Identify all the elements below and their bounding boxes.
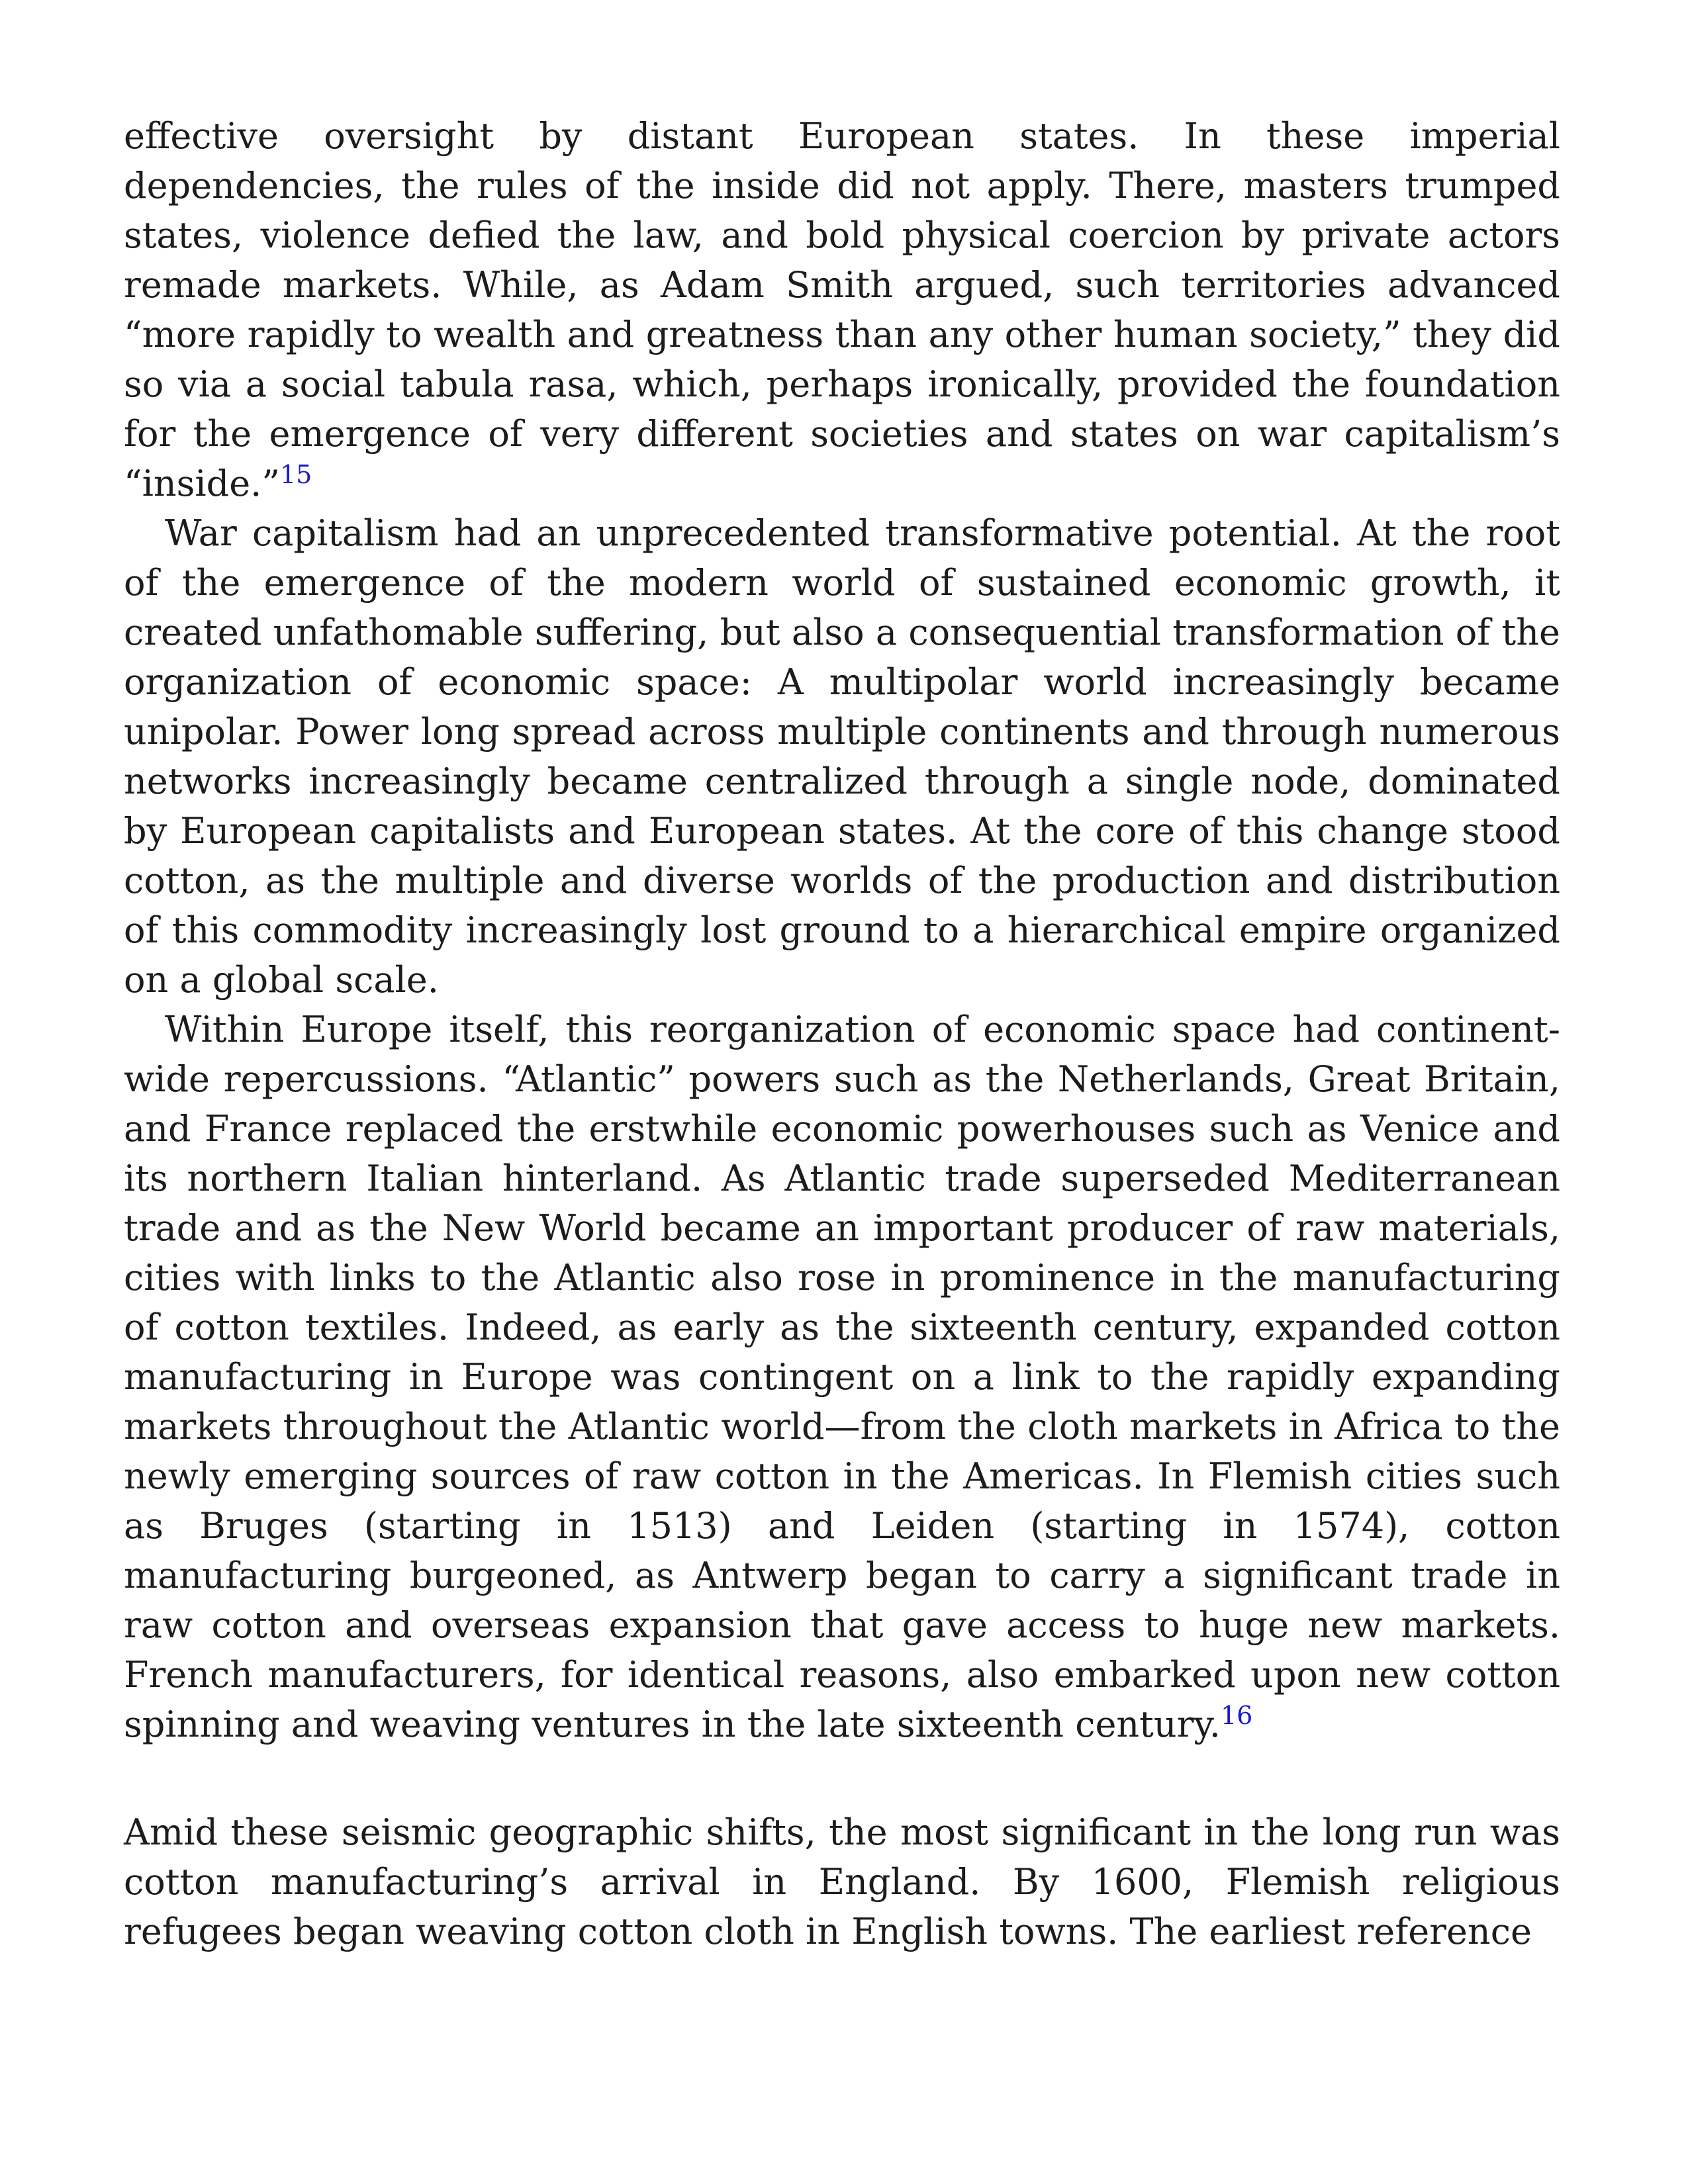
paragraph-4-text: Amid these seismic geographic shifts, the most significant in the long run was cotton manufacturing’s arrival in England. By 1600, Flemish religious refugees began weaving cotton cloth in English towns. The earliest reference [124, 1811, 1560, 1952]
section-break [124, 1749, 1560, 1807]
book-page [124, 111, 1560, 1956]
footnote-ref-16[interactable]: 16 [1220, 1701, 1253, 1730]
paragraph-1 [124, 111, 1560, 508]
footnote-ref-15[interactable]: 15 [279, 460, 312, 489]
paragraph-3 [124, 1005, 1560, 1749]
paragraph-3-text: Within Europe itself, this reorganization of economic space had continent-wide repercussions. “Atlantic” powers such as the Netherlands, Great Britain, and France replaced the erstwhile economic powerhouses such as Venice and its northern Italian hinterland. As Atlantic trade superseded Mediterranean trade and as the New World became an important producer of raw materials, cities with links to the Atlantic also rose in prominence in the manufacturing of cotton textiles. Indeed, as early as the sixteenth century, expanded cotton manufacturing in Europe was contingent on a link to the rapidly expanding markets throughout the Atlantic world—from the cloth markets in Africa to the newly emerging sources of raw cotton in the Americas. In Flemish cities such as Bruges (starting in 1513) and Leiden (starting in 1574), cotton manufacturing burgeoned, as Antwerp began to carry a significant trade in raw cotton and overseas expansion that gave access to huge new markets. French manufacturers, for identical reasons, also embarked upon new cotton spinning and weaving ventures in the late sixteenth century. [124, 1009, 1560, 1745]
paragraph-2-text: War capitalism had an unprecedented transformative potential. At the root of the emergence of the modern world of sustained economic growth, it created unfathomable suffering, but also a consequential transformation of the organization of economic space: A multipolar world increasingly became unipolar. Power long spread across multiple continents and through numerous networks increasingly became centralized through a single node, dominated by European capitalists and European states. At the core of this change stood cotton, as the multiple and diverse worlds of the production and distribution of this commodity increasingly lost ground to a hierarchical empire organized on a global scale. [124, 512, 1560, 1001]
paragraph-1-text: effective oversight by distant European states. In these imperial dependencies, the rules of the inside did not apply. There, masters trumped states, violence defied the law, and bold physical coercion by private actors remade markets. While, as Adam Smith argued, such territories advanced “more rapidly to wealth and greatness than any other human society,” they did so via a social tabula rasa, which, perhaps ironically, provided the foundation for the emergence of very different societies and states on war capitalism’s “inside.” [124, 115, 1560, 504]
paragraph-2 [124, 508, 1560, 1005]
paragraph-4 [124, 1807, 1560, 1956]
